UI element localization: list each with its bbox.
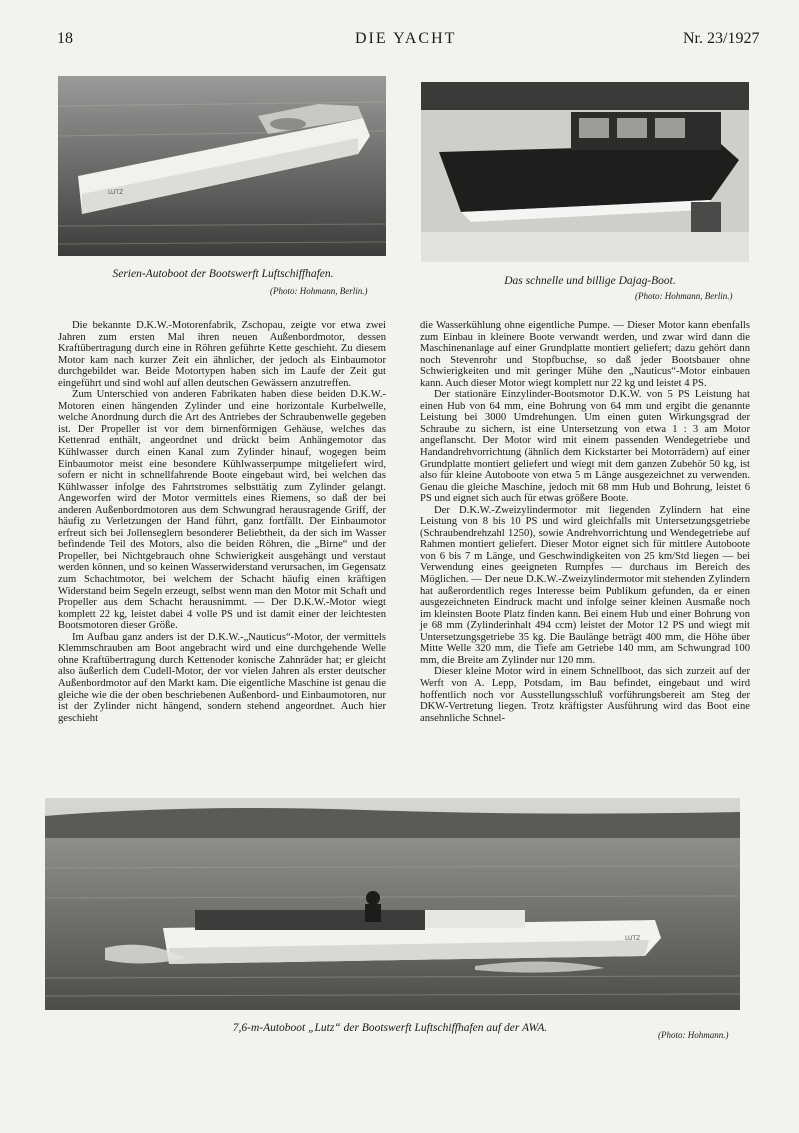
page-number: 18: [57, 30, 73, 47]
credit-photo1: (Photo: Hohmann, Berlin.): [270, 286, 368, 296]
paragraph: die Wasserkühlung ohne eigentliche Pumpe. — Dieser Motor kann ebenfalls zum Einbau in kleinere Boote verwandt werden, und zwar wird dann die Maschinenanlage auf einer Grundplatte montiert geliefert; dazu gehört dann noch Stevenrohr und Stopfbuchse, so daß jeder Bootsbauer ohne Schwierigkeiten und mit geringer Mühe den „Nauticus“-Motor einbauen kann. Auch dieser Motor wiegt komplett nur 22 kg und leistet 4 PS.: [420, 320, 750, 389]
photo-dajag-boot: [421, 82, 749, 262]
caption-photo1: Serien-Autoboot der Bootswerft Luftschiffhafen.: [112, 268, 334, 280]
credit-photo2: (Photo: Hohmann, Berlin.): [635, 291, 733, 301]
speedboat-image: [58, 76, 386, 256]
dajag-boat-image: [421, 82, 749, 262]
photo-lutz-autoboot: [45, 798, 740, 1010]
hull-name-label: LUTZ: [625, 935, 641, 942]
photo-serien-autoboot: [58, 76, 386, 256]
caption-photo2: Das schnelle und billige Dajag-Boot.: [504, 275, 676, 287]
lutz-boat-image: [45, 798, 740, 1010]
article-left-column: [58, 320, 386, 724]
issue-number: Nr. 23/1927: [683, 30, 760, 47]
article-right-column: [420, 320, 750, 724]
paragraph: Der stationäre Einzylinder-Bootsmotor D.K.W. von 5 PS Leistung hat einen Hub von 64 mm, eine Bohrung von 64 mm und ergibt die genannte Leistung bei 3000 Umdrehungen. Um einen guten Wirkungsgrad der Schraube zu sichern, ist eine Untersetzung von etwa 1 : 3 am Motor angeflanscht. Der Motor wird mit einem passenden Wendegetriebe und Handandrehvorrichtung (ähnlich dem Kickstarter bei Motorrädern) auf einer Grundplatte montiert geliefert und wiegt mit dem ganzen Zubehör 50 kg, ist also für kleine Autoboote von etwa 5 m Länge ausgezeichnet zu verwenden. Genau die gleiche Maschine, jedoch mit 68 mm Hub und Bohrung, leistet 6 PS und eignet sich auch für etwas größere Boote.: [420, 389, 750, 505]
paragraph: Dieser kleine Motor wird in einem Schnellboot, das sich zurzeit auf der Werft von A. Lepp, Potsdam, im Bau befindet, eingebaut und wird hoffentlich noch vor Ausstellungsschluß vorführungsbereit am Steg der DKW-Vertretung liegen. Trotz kräftigster Ausführung wird das Boot eine ansehnliche Schnel-: [420, 666, 750, 724]
paragraph: Der D.K.W.-Zweizylindermotor mit liegenden Zylindern hat eine Leistung von 8 bis 10 PS und wird gleichfalls mit Untersetzungsgetriebe (Schraubendrehzahl 1250), sowie Andrehvorrichtung und Wendegetriebe auf Rahmen montiert geliefert. Dieser Motor eignet sich für mittlere Autoboote von 6 bis 7 m Länge, und Geschwindigkeiten von 25 km/Std liegen — bei Verwendung eines geeigneten Rumpfes — durchaus im Bereich des Möglichen. — Der neue D.K.W.-Zweizylindermotor mit stehenden Zylindern hat außerordentlich reges Interesse beim Publikum gefunden, da er einen ausgezeichneten Eindruck macht und infolge seiner kleinen Ausmaße noch im kleinsten Boote Platz finden kann. Bei einem Hub und einer Bohrung von je 68 mm (Zylinderinhalt 494 ccm) leistet der Motor 12 PS und wiegt mit Untersetzungsgetriebe 35 kg. Die Baulänge beträgt 400 mm, die Höhe über Mitte Welle 320 mm, die Tiefe am Getriebe 140 mm, am Schwungrad 100 mm, die Breite am Zylinder nur 120 mm.: [420, 504, 750, 666]
paragraph: Zum Unterschied von anderen Fabrikaten haben diese beiden D.K.W.-Motoren einen hängenden Zylinder und eine horizontale Kurbelwelle, welche Anordnung durch die Art des Antriebes der Schraubenwelle gegeben ist. Der Propeller ist vor dem birnenförmigen Gehäuse, welches das Kettenrad enthält, angeordnet und drückt beim Anhängemotor das Kühlwasser durch einen Kanal zum Zylinder hinauf, wogegen beim Einbaumotor meist eine besondere Kühlwasserpumpe mitgeliefert wird, sofern er nicht in schnellfahrende Boote eingebaut wird, bei welchen das Kühlwasser infolge des Fahrtstromes selbsttätig zum Zylinder gelangt. Angeworfen wird der Motor vermittels eines Riemens, so daß der bei anderen Außenbordmotoren aus dem Schwungrad herausragende Griff, der häufig zu Verletzungen der Hand führt, ganz fortfällt. Der Einbaumotor erfreut sich bei Jollenseglern besonderer Beliebtheit, da der sich im Wasser befindende Teil des Motors, also die beiden Röhren, die „Birne“ und der Propeller, bei Nichtgebrauch ohne Schwierigkeit ausgehängt und verstaut werden können, und so keinen Wasserwiderstand verursachen, im Gegensatz zum Schachtmotor, bei welchem der Schacht häufig einen kräftigen Widerstand beim Segeln erzeugt, selbst wenn man den Motor mit Schaft und Propeller aus dem Schacht herausnimmt. — Der D.K.W.-Motor wiegt komplett 22 kg, leistet dabei 4 volle PS und ist damit einer der leichtesten Bootsmotoren dieser Größe.: [58, 389, 386, 632]
credit-photo3: (Photo: Hohmann.): [658, 1030, 729, 1040]
paragraph: Im Aufbau ganz anders ist der D.K.W.-„Nauticus“-Motor, der vermittels Klemmschrauben am Boot angebracht wird und eine durchgehende Welle ohne Kraftübertragung durch Kettenoder konische Zahnräder hat; er gleicht also äußerlich dem Cudell-Motor, der vor vielen Jahren als erster deutscher Außenbordmotor auf den Markt kam. Die eigentliche Maschine ist genau die gleiche wie die der oben beschriebenen Außenbord- und Einbaumotoren, nur ist der Zylinder nicht hängend, sondern stehend angeordnet. Auch hier geschieht: [58, 631, 386, 724]
magazine-title: DIE YACHT: [355, 30, 457, 47]
hull-name-label: LUTZ: [108, 189, 124, 196]
paragraph: Die bekannte D.K.W.-Motorenfabrik, Zschopau, zeigte vor etwa zwei Jahren zum ersten Mal ihren neuen Außenbordmotor, dessen Kraftübertragung durch eine in Röhren geführte Kette geschieht. Zu diesem Motor kam nach kurzer Zeit ein ähnlicher, der jedoch als Einbaumotor durchgebildet war. Beide Motortypen haben sich im Laufe der Zeit gut eingeführt und sind wohl auf allen deutschen Gewässern anzutreffen.: [58, 320, 386, 389]
caption-photo3: 7,6-m-Autoboot „Lutz“ der Bootswerft Luftschiffhafen auf der AWA.: [232, 1022, 548, 1034]
